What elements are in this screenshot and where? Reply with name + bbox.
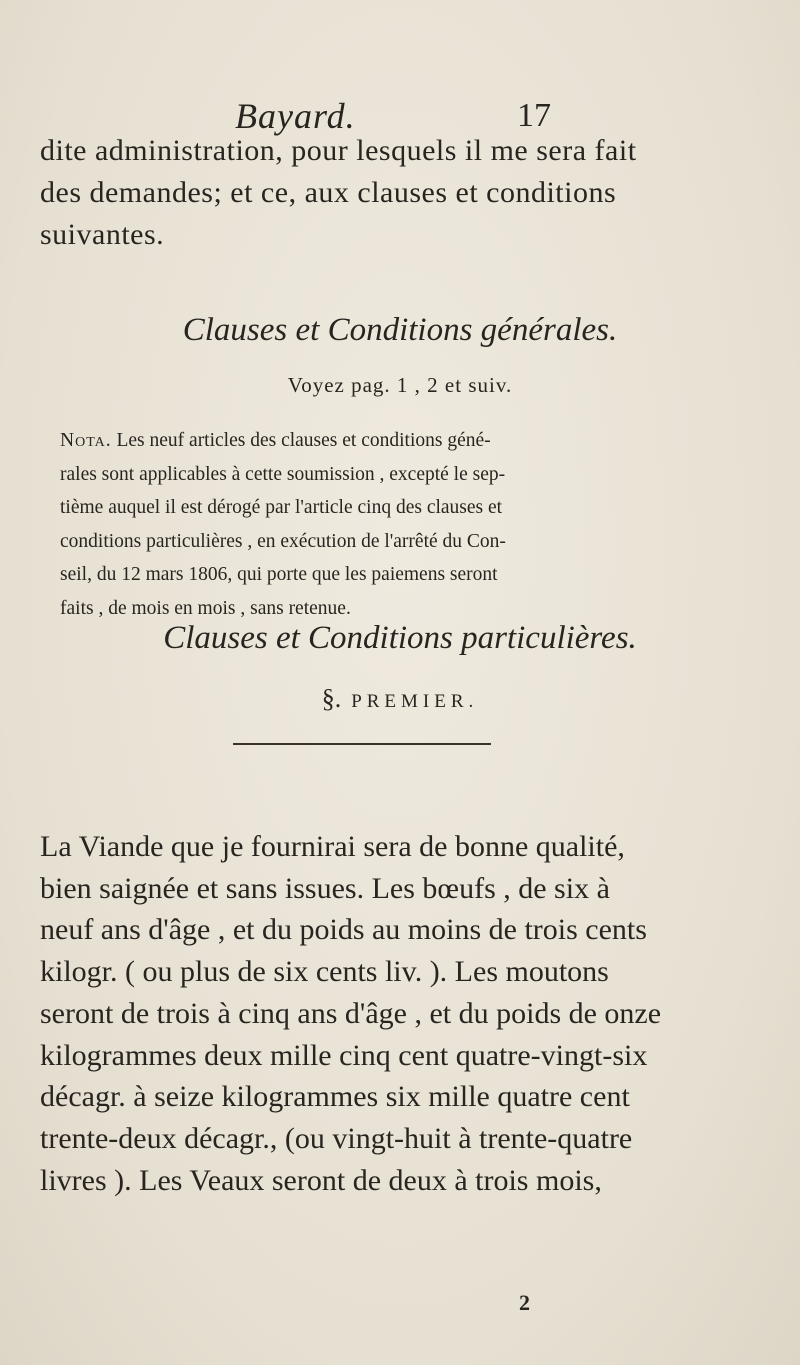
section-heading (0, 684, 800, 714)
text-line: livres ). Les Veaux seront de deux à trois mois, (40, 1163, 602, 1197)
heading-general-clauses: Clauses et Conditions générales. (182, 312, 618, 348)
text-line: La Viande que je fournirai sera de bonne qualité, (40, 830, 625, 863)
section-sign: §. (321, 684, 342, 713)
nota-line: rales sont applicables à cette soumission , excepté le sep- (60, 463, 506, 485)
text-line: seront de trois à cinq ans d'âge , et du poids de onze (40, 996, 662, 1030)
body-paragraph (40, 826, 780, 1201)
page-number: 17 (517, 97, 551, 134)
text-line: dite administration, pour lesquels il me sera fait (40, 134, 637, 167)
nota-line: tième auquel il est dérogé par l'article cinq des clauses et (60, 497, 503, 518)
nota-line: conditions particulières , en exécution de l'arrêté du Con- (60, 530, 506, 552)
see-pages-reference: Voyez pag. 1 , 2 et suiv. (287, 373, 513, 397)
text-line: des demandes; et ce, aux clauses et conditions (40, 176, 617, 209)
text-line: bien saignée et sans issues. Les bœufs , de six à (40, 871, 610, 905)
signature-mark: 2 (519, 1290, 530, 1315)
heading-particular-clauses: Clauses et Conditions particulières. (163, 620, 637, 656)
text-line: décagr. à seize kilogrammes six mille quatre cent (40, 1080, 630, 1114)
running-title: Bayard. (235, 96, 356, 136)
nota-label: Nota. (60, 430, 112, 451)
text-line: kilogrammes deux mille cinq cent quatre-vingt-six (40, 1038, 648, 1072)
section-rule (233, 743, 491, 745)
text-line: trente-deux décagr., (ou vingt-huit à trente-quatre (40, 1121, 633, 1155)
nota-paragraph (60, 424, 780, 625)
intro-paragraph (40, 130, 780, 256)
text-line: kilogr. ( ou plus de six cents liv. ). Les moutons (40, 955, 609, 989)
nota-line: Les neuf articles des clauses et conditions géné- (111, 430, 491, 451)
text-line: suivantes. (40, 218, 165, 251)
text-line: neuf ans d'âge , et du poids au moins de trois cents (40, 913, 647, 947)
nota-line: seil, du 12 mars 1806, qui porte que les paiemens seront (60, 564, 498, 585)
nota-first-line (60, 424, 780, 458)
nota-line: faits , de mois en mois , sans retenue. (60, 597, 351, 619)
section-label: PREMIER. (351, 691, 479, 712)
